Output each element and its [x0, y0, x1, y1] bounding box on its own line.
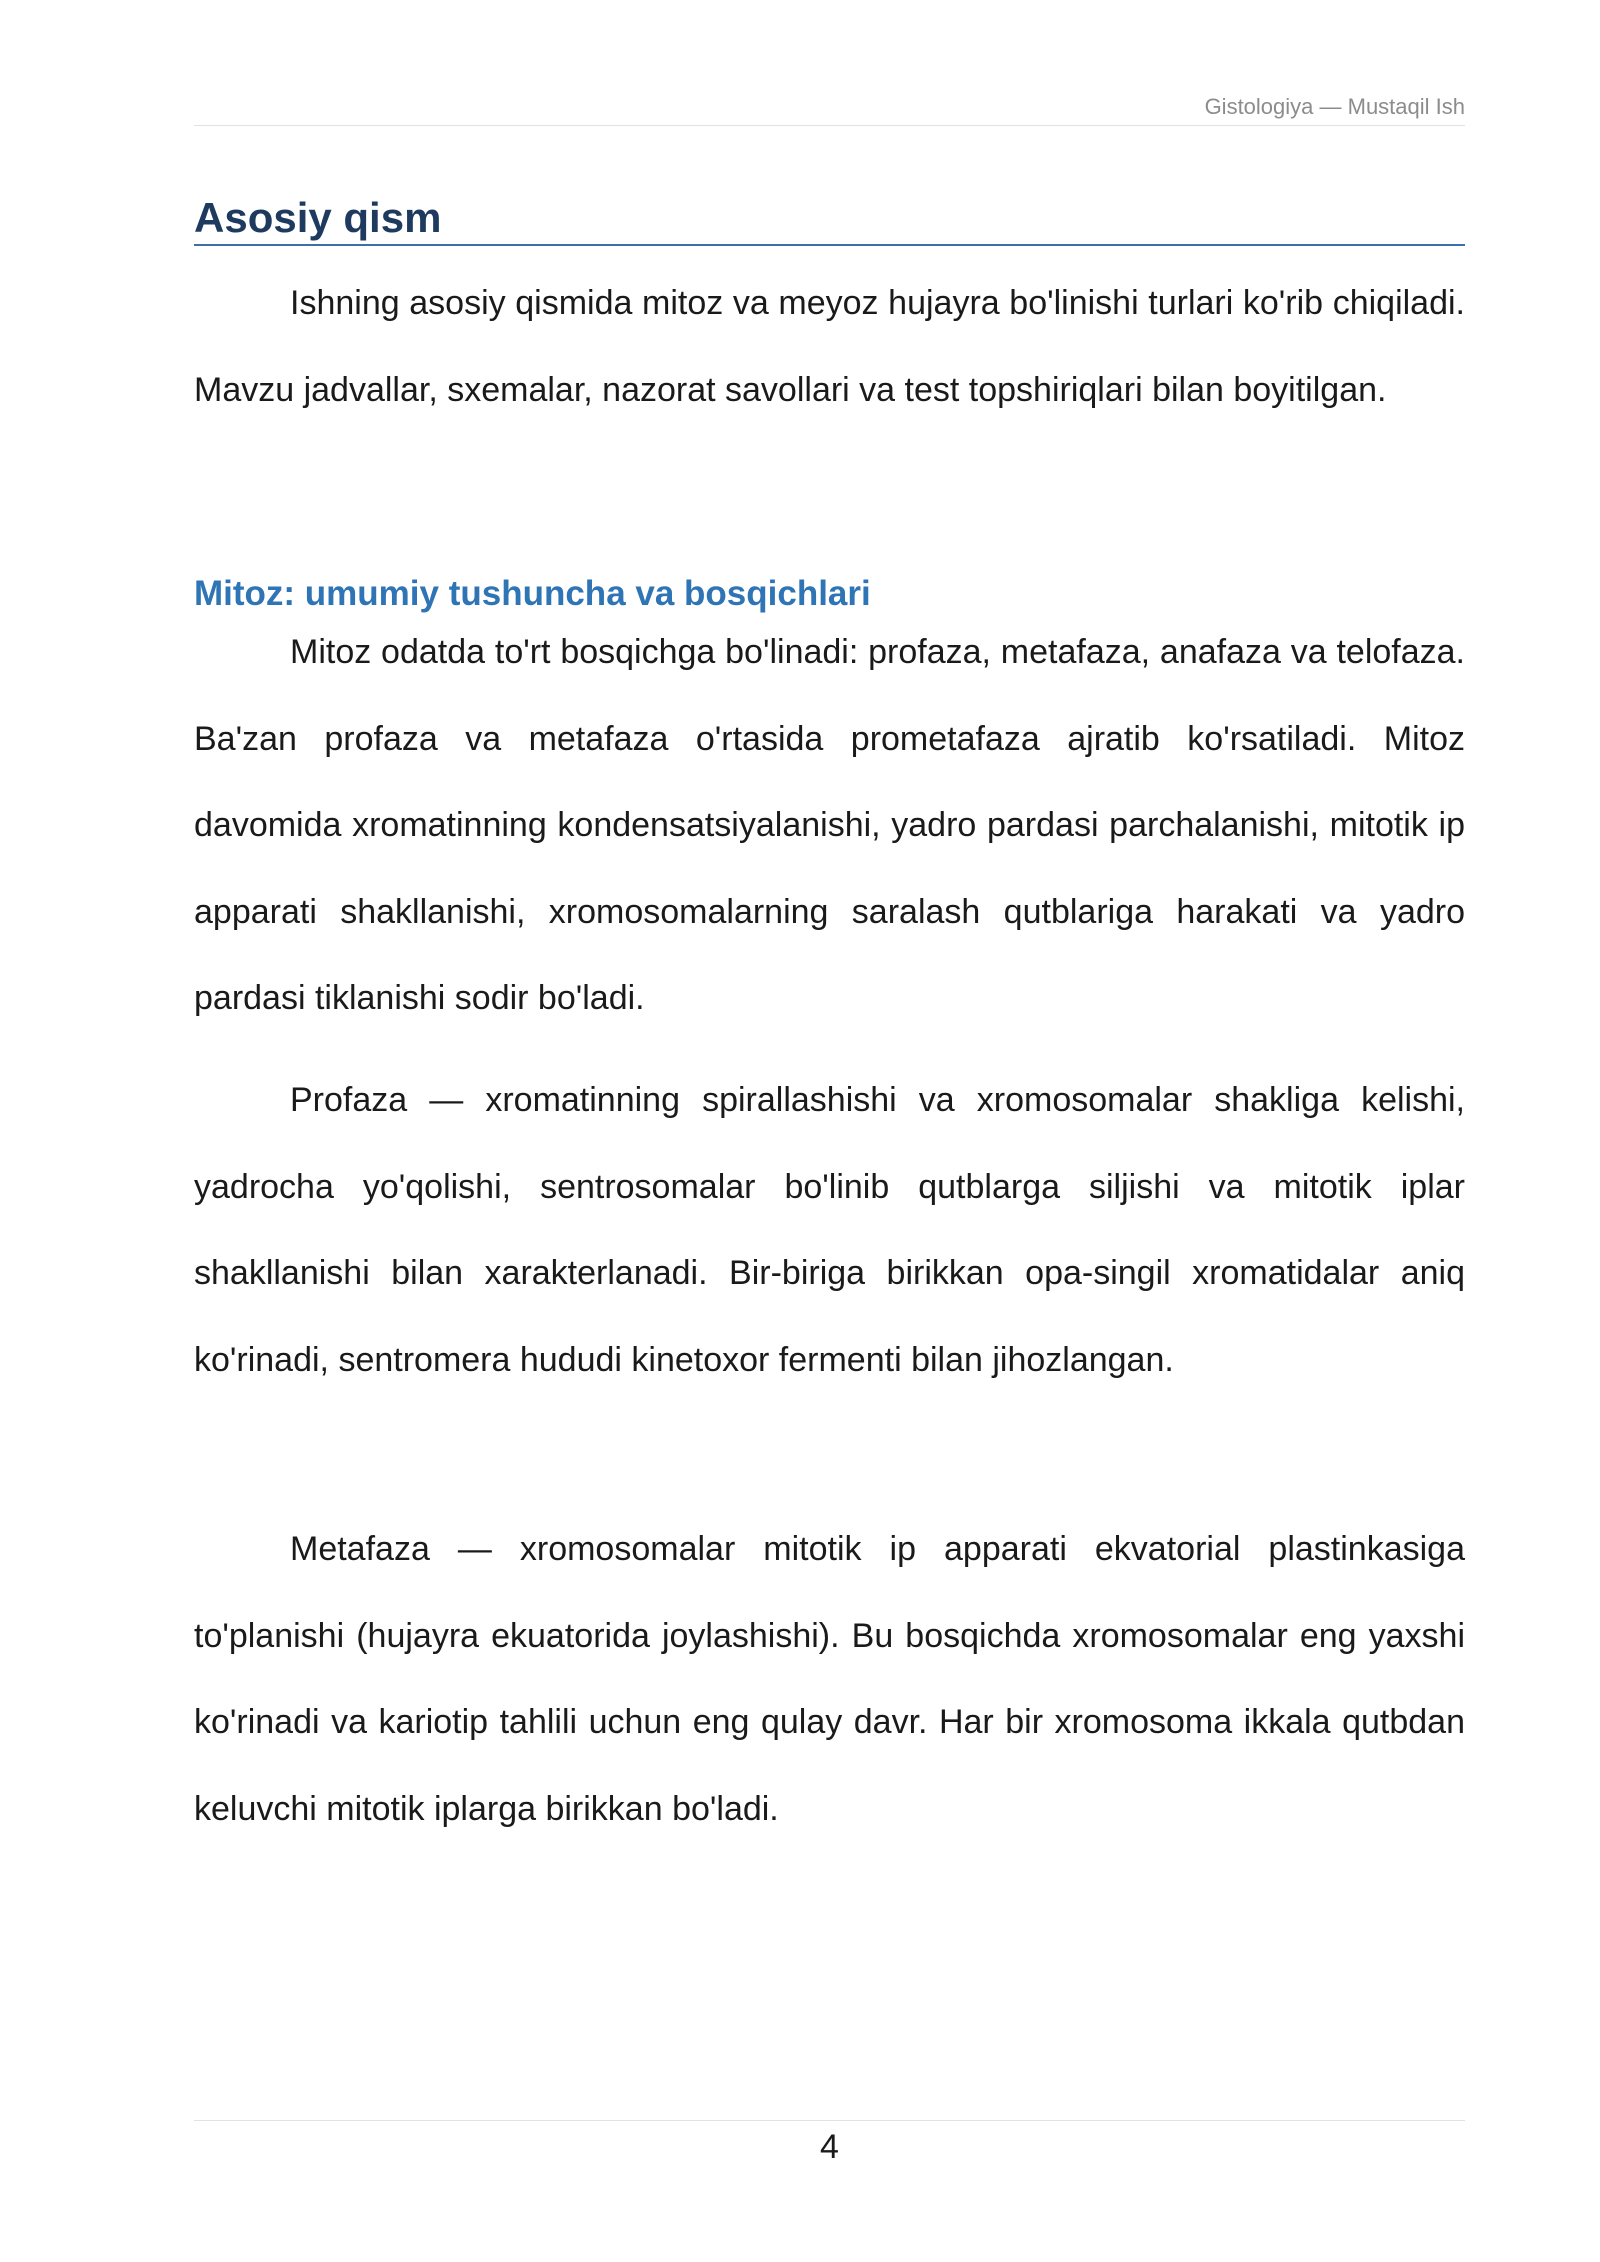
header-divider [194, 125, 1465, 126]
footer-divider [194, 2120, 1465, 2121]
body-paragraph: Metafaza — xromosomalar mitotik ip apparati ekvatorial plastinkasiga to'planishi (hujayra ekuatorida joylashishi). Bu bosqichda xromosomalar eng yaxshi ko'rinadi va kariotip tahlili uchun eng qulay davr. Har bir xromosoma ikkala qutbdan keluvchi mitotik iplarga birikkan bo'ladi. [194, 1530, 1465, 1828]
subsection-title: Mitoz: umumiy tushuncha va bosqichlari [194, 574, 871, 613]
running-header: Gistologiya — Mustaqil Ish [1204, 94, 1465, 119]
intro-paragraph: Ishning asosiy qismida mitoz va meyoz hujayra bo'linishi turlari ko'rib chiqiladi. Mavzu jadvallar, sxemalar, nazorat savollari va test topshiriqlari bilan boyitilgan. [194, 284, 1465, 409]
body-paragraph: Profaza — xromatinning spirallashishi va xromosomalar shakliga kelishi, yadrocha yo'qolishi, sentrosomalar bo'linib qutblarga siljishi va mitotik iplar shakllanishi bilan xarakterlanadi. Bir-biriga birikkan opa-singil xromatidalar aniq ko'rinadi, sentromera hududi kinetoxor fermenti bilan jihozlangan. [194, 1081, 1465, 1379]
section-title: Asosiy qism [194, 194, 442, 241]
section-title-underline [194, 244, 1465, 246]
body-paragraph: Mitoz odatda to'rt bosqichga bo'linadi: profaza, metafaza, anafaza va telofaza. Ba'zan profaza va metafaza o'rtasida prometafaza ajratib ko'rsatiladi. Mitoz davomida xromatinning kondensatsiyalanishi, yadro pardasi parchalanishi, mitotik ip apparati shakllanishi, xromosomalarning saralash qutblariga harakati va yadro pardasi tiklanishi sodir bo'ladi. [194, 633, 1465, 1017]
page-number: 4 [820, 2128, 839, 2166]
